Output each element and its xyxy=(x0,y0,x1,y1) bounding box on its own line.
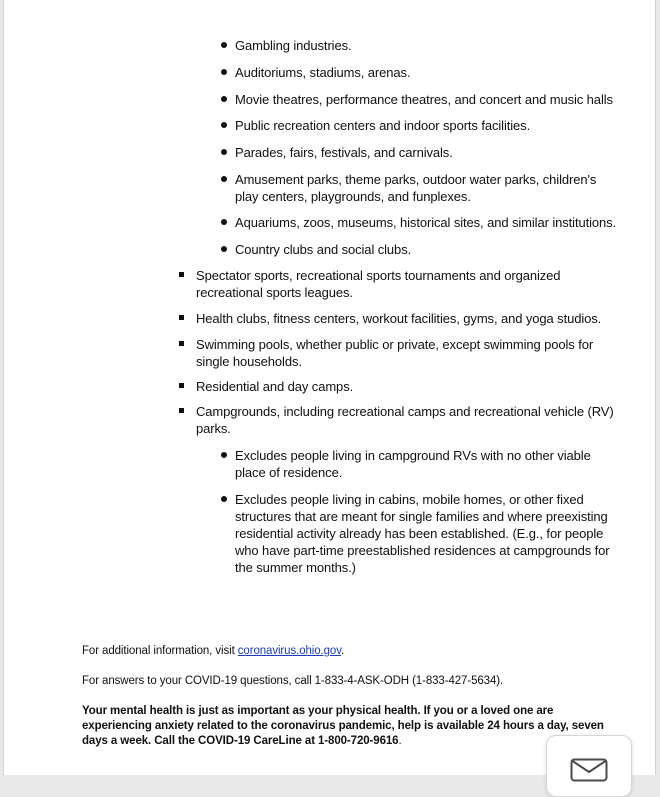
list-item: Amusement parks, theme parks, outdoor water parks, children's play centers, playgrounds, and funplexes. xyxy=(235,172,597,204)
mental-health-text xyxy=(82,704,622,749)
document-page xyxy=(3,0,656,775)
mental-health-end: . xyxy=(398,735,402,747)
bullet-dot xyxy=(221,246,227,252)
bullet-dot xyxy=(221,149,227,155)
list-item: Excludes people living in cabins, mobile homes, or other fixed structures that are meant for single families and where preexisting residential activity already has been established. (E.g., for people who have part-time preestablished residences at campgrounds for the summer months.) xyxy=(235,492,610,575)
envelope-icon xyxy=(570,758,608,782)
list-item: Campgrounds, including recreational camps and recreational vehicle (RV) parks. xyxy=(196,404,614,436)
list-item: Aquariums, zoos, museums, historical sites, and similar institutions. xyxy=(235,215,617,230)
list-item: Public recreation centers and indoor sports facilities. xyxy=(235,118,531,133)
bullet-dot xyxy=(221,42,227,48)
list-item: Health clubs, fitness centers, workout facilities, gyms, and yoga studios. xyxy=(196,311,602,326)
bullet-dot xyxy=(221,96,227,102)
list-item: Residential and day camps. xyxy=(196,379,354,394)
bullet-dot xyxy=(221,69,227,75)
list-item: Parades, fairs, festivals, and carnivals. xyxy=(235,145,453,160)
list-item: Spectator sports, recreational sports tournaments and organized recreational sports leagues. xyxy=(196,268,561,300)
bullet-square xyxy=(179,315,184,320)
mental-health-body: Your mental health is just as important as your physical health. If you or a loved one are experiencing anxiety related to the coronavirus pandemic, help is available 24 hours a day, seven days a week. Call the COVID-19 CareLine at 1-800-720-9616 xyxy=(82,705,604,747)
mail-button[interactable] xyxy=(546,735,632,797)
bullet-dot xyxy=(221,176,227,182)
bullet-square xyxy=(179,408,184,413)
bullet-square xyxy=(179,272,184,277)
info-prefix: For additional information, visit xyxy=(82,645,238,657)
info-suffix: . xyxy=(341,645,345,657)
questions-text: For answers to your COVID-19 questions, call 1-833-4-ASK-ODH (1-833-427-5634). xyxy=(82,675,504,687)
list-item: Excludes people living in campground RVs with no other viable place of residence. xyxy=(235,448,591,480)
coronavirus-ohio-link[interactable]: coronavirus.ohio.gov xyxy=(237,645,342,657)
list-item: Auditoriums, stadiums, arenas. xyxy=(235,65,411,80)
bullet-square xyxy=(179,383,184,388)
bullet-dot xyxy=(221,122,227,128)
additional-info-text xyxy=(82,644,622,659)
bullet-dot xyxy=(221,496,227,502)
list-item: Country clubs and social clubs. xyxy=(235,242,412,257)
list-item: Swimming pools, whether public or private, except swimming pools for single households. xyxy=(196,337,594,369)
list-item: Gambling industries. xyxy=(235,38,352,53)
bullet-dot xyxy=(221,452,227,458)
bullet-dot xyxy=(221,219,227,225)
list-item: Movie theatres, performance theatres, and concert and music halls xyxy=(235,92,613,107)
bullet-square xyxy=(179,341,184,346)
